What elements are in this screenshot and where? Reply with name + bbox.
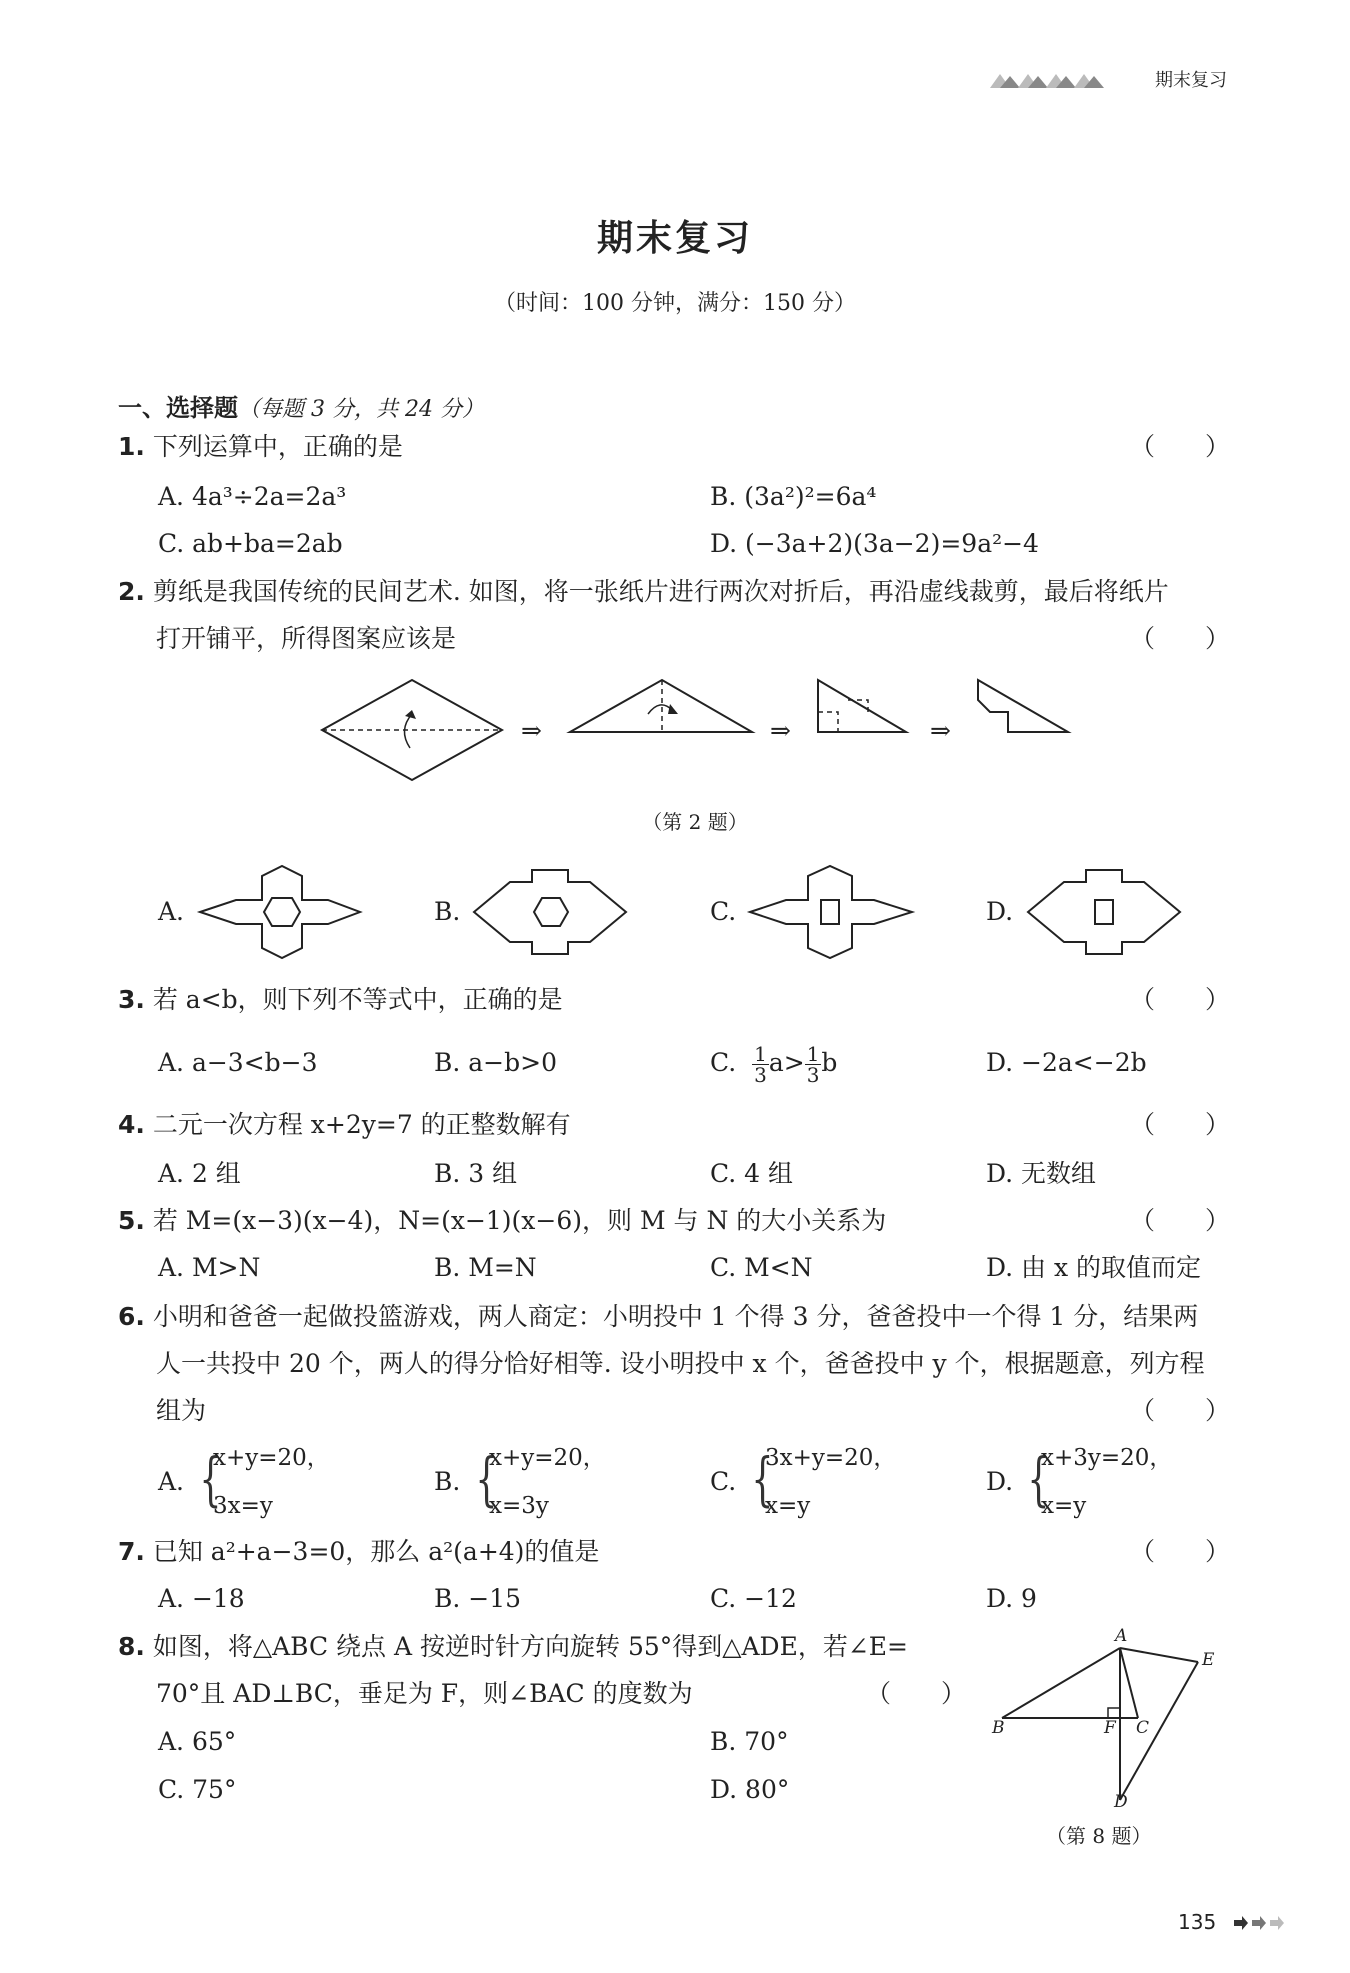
question-4 (118, 1108, 1230, 1142)
q6-option-b-eq1: x+y=20， (489, 1445, 606, 1471)
question-line: 剪纸是我国传统的民间艺术. 如图，将一张纸片进行两次对折后，再沿虚线裁剪，最后将纸片 (152, 577, 1169, 606)
answer-paren: （ ） (1129, 1206, 1230, 1235)
q8-option-d: D. 80° (710, 1775, 790, 1804)
q5-option-d: D. 由 x 的取值而定 (986, 1253, 1202, 1282)
point-label-e: E (1202, 1650, 1215, 1670)
question-6-line2: 人一共投中 20 个，两人的得分恰好相等. 设小明投中 x 个，爸爸投中 y 个，根据题意，列方程 (156, 1349, 1205, 1378)
question-line: 组为 (156, 1396, 207, 1425)
header-title: 期末复习 (1155, 70, 1227, 91)
section-note: （每题 3 分，共 24 分） (238, 397, 484, 422)
right-angle-mark (1108, 1708, 1120, 1718)
q6-option-c-eq2: x=y (765, 1493, 811, 1519)
answer-paren: （ ） (1129, 985, 1230, 1014)
option-c-shape (750, 866, 912, 958)
question-3 (118, 983, 1230, 1017)
question-number: 5. (118, 1206, 145, 1235)
question-line: 打开铺平，所得图案应该是 (156, 624, 457, 653)
answer-paren: （ ） (1129, 624, 1230, 653)
arrow-right-icon (1234, 1916, 1294, 1930)
q5-option-c: C. M<N (710, 1253, 813, 1282)
fraction (752, 1044, 769, 1085)
q7-option-a: A. −18 (158, 1584, 245, 1613)
answer-paren: （ ） (1129, 432, 1230, 461)
numerator: 1 (754, 1042, 767, 1066)
arrow-icon: ⇒ (770, 716, 791, 745)
brace-icon: { (751, 1445, 774, 1513)
q3-option-a: A. a−3<b−3 (158, 1048, 318, 1077)
q6-option-d-eq2: x=y (1041, 1493, 1087, 1519)
fold-step-3 (818, 680, 906, 732)
option-b-shape (474, 870, 626, 954)
answer-paren: （ ） (1129, 1110, 1230, 1139)
question-line: 如图，将△ABC 绕点 A 按逆时针方向旋转 55°得到△ADE，若∠E= (152, 1632, 908, 1661)
mountain-icon (990, 70, 1130, 90)
section-label: 一、选择题 (118, 394, 238, 422)
q1-option-a: A. 4a³÷2a=2a³ (158, 482, 347, 511)
point-label-c: C (1136, 1718, 1150, 1738)
question-stem: 二元一次方程 x+2y=7 的正整数解有 (152, 1110, 571, 1139)
q3-option-d: D. −2a<−2b (986, 1048, 1147, 1077)
option-label: C. (710, 1048, 737, 1077)
q6-option-c-label: C. (710, 1467, 737, 1496)
point-label-d: D (1114, 1792, 1128, 1812)
point-label-b: B (992, 1718, 1005, 1738)
page-number: 135 (1178, 1910, 1217, 1934)
option-a-shape (200, 866, 360, 958)
figure-caption: （第 8 题） (1046, 1824, 1152, 1848)
q5-option-a: A. M>N (158, 1253, 261, 1282)
question-stem: 已知 a²+a−3=0，那么 a²(a+4)的值是 (152, 1537, 600, 1566)
q6-option-c-eq1: 3x+y=20， (765, 1445, 897, 1471)
arrow-icon: ⇒ (521, 716, 542, 745)
q6-option-b-label: B. (434, 1467, 461, 1496)
question-line: 70°且 AD⊥BC，垂足为 F，则∠BAC 的度数为 (156, 1679, 693, 1708)
question-5 (118, 1204, 1230, 1238)
option-text: b (821, 1048, 838, 1077)
brace-icon: { (199, 1445, 222, 1513)
q1-option-b: B. (3a²)²=6a⁴ (710, 482, 877, 511)
q7-option-c: C. −12 (710, 1584, 797, 1613)
q2-folding-figure (0, 670, 1350, 810)
q8-option-a: A. 65° (158, 1727, 237, 1756)
q3-option-c (710, 1034, 837, 1092)
question-6-line3 (156, 1394, 1230, 1428)
q1-option-d: D. (−3a+2)(3a−2)=9a²−4 (710, 529, 1039, 558)
page-subtitle: （时间：100 分钟，满分：150 分） (494, 291, 856, 316)
q8-option-b: B. 70° (710, 1727, 789, 1756)
q2-option-shapes (0, 860, 1350, 970)
section-heading (118, 388, 484, 423)
answer-paren: （ ） (1129, 1396, 1230, 1425)
segment-ae (1120, 1648, 1198, 1662)
q2-option-a: A. (158, 897, 185, 926)
point-label-f: F (1104, 1718, 1116, 1738)
q4-option-a: A. 2 组 (158, 1159, 241, 1188)
question-2 (118, 575, 1230, 609)
question-number: 3. (118, 985, 145, 1014)
question-stem: 下列运算中，正确的是 (152, 432, 403, 461)
q6-option-a-eq2: 3x=y (213, 1493, 273, 1519)
q6-option-d-eq1: x+3y=20， (1041, 1445, 1173, 1471)
answer-paren: （ ） (865, 1679, 966, 1708)
q6-option-a-eq1: x+y=20， (213, 1445, 330, 1471)
question-number: 4. (118, 1110, 145, 1139)
brace-icon: { (1027, 1445, 1050, 1513)
question-line: 小明和爸爸一起做投篮游戏，两人商定：小明投中 1 个得 3 分，爸爸投中一个得 1 分，结果两 (152, 1302, 1199, 1331)
header-decoration (990, 70, 1130, 90)
option-text: a> (768, 1048, 805, 1077)
question-number: 2. (118, 577, 145, 606)
question-number: 1. (118, 432, 145, 461)
segment-ac (1120, 1648, 1138, 1718)
arrow-icon: ⇒ (930, 716, 951, 745)
q4-option-d: D. 无数组 (986, 1159, 1097, 1188)
q7-option-d: D. 9 (986, 1584, 1037, 1613)
fraction (805, 1044, 822, 1085)
figure-caption: （第 2 题） (642, 810, 748, 834)
fold-step-2 (570, 680, 752, 732)
q4-option-c: C. 4 组 (710, 1159, 793, 1188)
question-number: 8. (118, 1632, 145, 1661)
q8-option-c: C. 75° (158, 1775, 237, 1804)
question-number: 7. (118, 1537, 145, 1566)
q3-option-b: B. a−b>0 (434, 1048, 557, 1077)
segment-ab (1002, 1648, 1120, 1718)
denominator: 3 (754, 1063, 767, 1087)
option-d-shape (1028, 870, 1180, 954)
q7-option-b: B. −15 (434, 1584, 522, 1613)
answer-paren: （ ） (1129, 1537, 1230, 1566)
q1-option-c: C. ab+ba=2ab (158, 529, 343, 558)
fold-step-4 (978, 680, 1068, 732)
question-2-line2 (156, 622, 1230, 656)
q2-option-b: B. (434, 897, 461, 926)
segment-de (1120, 1662, 1198, 1800)
question-1 (118, 430, 1230, 464)
question-7 (118, 1535, 1230, 1569)
q6-option-d-label: D. (986, 1467, 1014, 1496)
q5-option-b: B. M=N (434, 1253, 537, 1282)
question-stem: 若 M=(x−3)(x−4)，N=(x−1)(x−6)，则 M 与 N 的大小关系为 (152, 1206, 887, 1235)
denominator: 3 (806, 1063, 820, 1087)
question-number: 6. (118, 1302, 145, 1331)
point-label-a: A (1115, 1626, 1128, 1646)
question-6 (118, 1300, 1230, 1334)
q2-option-c: C. (710, 897, 737, 926)
q6-option-a-label: A. (158, 1467, 185, 1496)
q4-option-b: B. 3 组 (434, 1159, 518, 1188)
question-8-line2 (156, 1677, 966, 1711)
question-8 (118, 1630, 908, 1664)
brace-icon: { (475, 1445, 498, 1513)
fold-step-1 (322, 680, 502, 780)
numerator: 1 (806, 1042, 820, 1066)
question-stem: 若 a<b，则下列不等式中，正确的是 (152, 985, 563, 1014)
q2-option-d: D. (986, 897, 1014, 926)
q6-option-b-eq2: x=3y (489, 1493, 549, 1519)
page-title: 期末复习 (596, 217, 753, 259)
